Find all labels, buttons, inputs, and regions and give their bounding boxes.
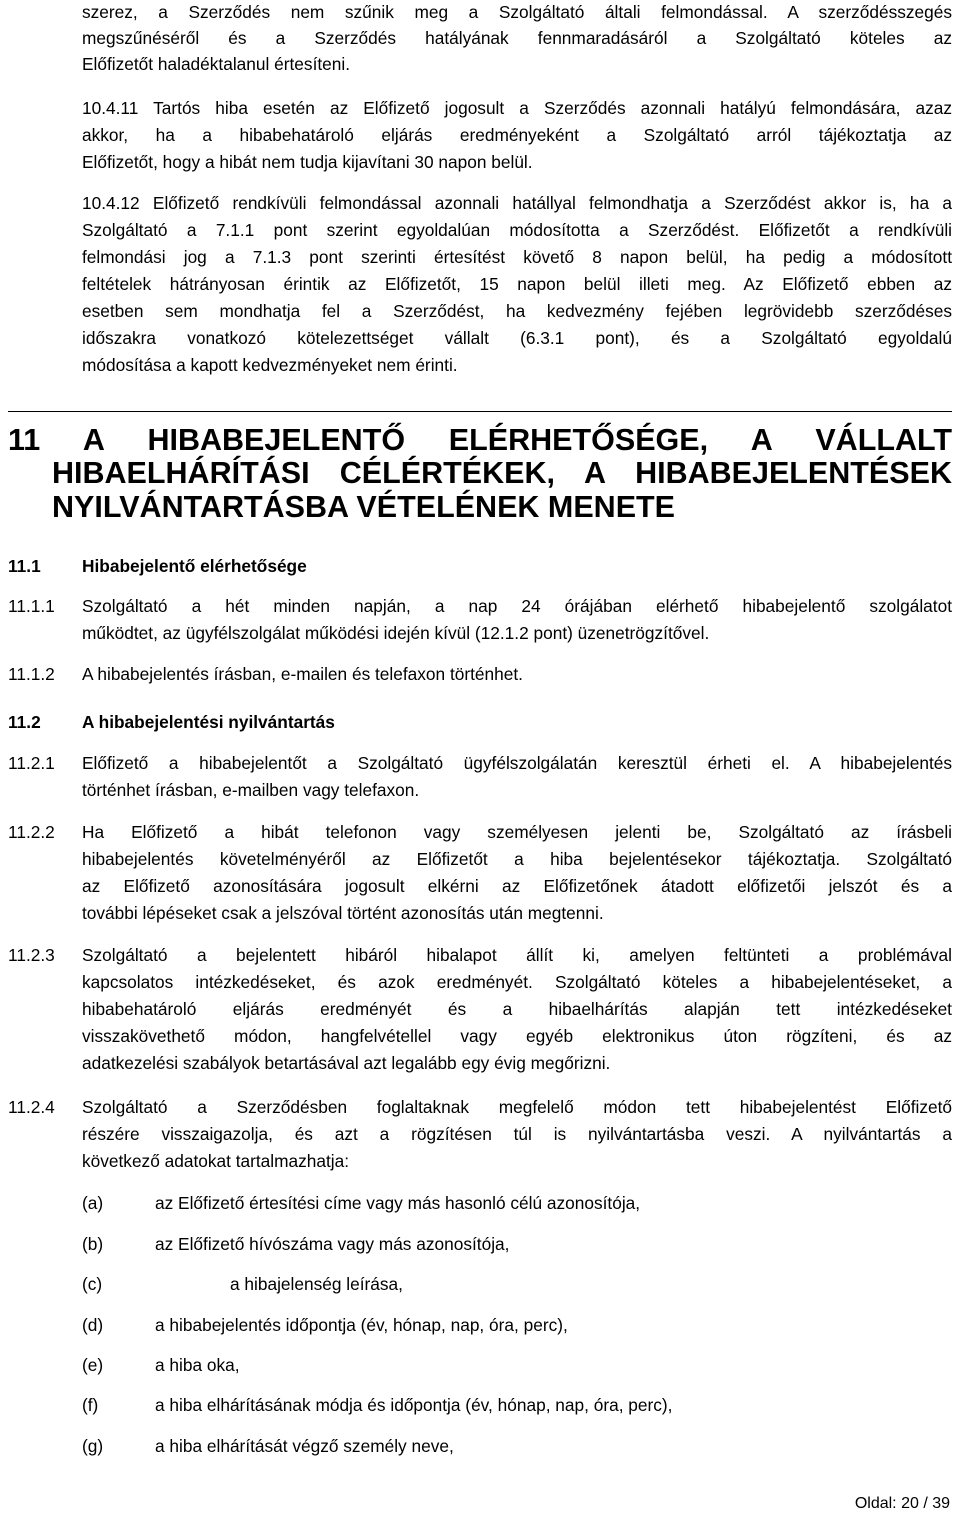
clause-number: 11.2.2	[8, 822, 55, 842]
list-item-label: (e)	[82, 1355, 104, 1375]
paragraph-line: Szolgáltató a Szerződésben foglaltaknak megfelelő módon tett hibabejelentést Előfizető	[82, 1097, 952, 1117]
paragraph-line: Előfizetőt, hogy a hibát nem tudja kijavítani 30 napon belül.	[82, 152, 533, 172]
paragraph-line: visszakövethető módon, hangfelvétellel vagy egyéb elektronikus úton rögzíteni, és az	[82, 1026, 952, 1046]
paragraph-line: következő adatokat tartalmazhatja:	[82, 1151, 350, 1171]
list-item-text: a hiba oka,	[155, 1355, 240, 1375]
paragraph-line: Szolgáltató a bejelentett hibáról hibalapot állít ki, amelyen feltünteti a problémával	[82, 945, 952, 965]
list-item-label: (g)	[82, 1436, 104, 1456]
list-item-label: (d)	[82, 1315, 104, 1335]
list-item-label: (b)	[82, 1234, 104, 1254]
paragraph-line: esetben sem mondhatja fel a Szerződést, ha kedvezmény fejében legrövidebb szerződéses	[82, 301, 952, 321]
list-item-text: a hibajelenség leírása,	[230, 1274, 403, 1294]
paragraph-line: történhet írásban, e-mailben vagy telefaxon.	[82, 780, 420, 800]
paragraph-line: kapcsolatos intézkedéseket, és azok eredményét. Szolgáltató köteles a hibabejelentéseket, a	[82, 972, 952, 992]
list-item-text: az Előfizető értesítési címe vagy más hasonló célú azonosítója,	[155, 1193, 641, 1213]
clause-number: 11.2.1	[8, 753, 55, 773]
clause-number: 11.2.3	[8, 945, 55, 965]
paragraph-line: 10.4.11 Tartós hiba esetén az Előfizető jogosult a Szerződés azonnali hatályú felmondására, azaz	[82, 98, 952, 118]
paragraph-line: Előfizetőt haladéktalanul értesíteni.	[82, 54, 351, 74]
paragraph-line: Ha Előfizető a hibát telefonon vagy személyesen jelenti be, Szolgáltató az írásbeli	[82, 822, 952, 842]
list-item-label: (a)	[82, 1193, 104, 1213]
paragraph-line: A hibabejelentés írásban, e-mailen és telefaxon történhet.	[82, 664, 523, 684]
paragraph-line: további lépéseket csak a jelszóval történt azonosítás után megtenni.	[82, 903, 604, 923]
subsection-title: Hibabejelentő elérhetősége	[82, 556, 307, 576]
clause-number: 11.1.1	[8, 596, 55, 616]
list-item-text: az Előfizető hívószáma vagy más azonosítója,	[155, 1234, 510, 1254]
list-item-label: (f)	[82, 1395, 99, 1415]
paragraph-line: Szolgáltató a 7.1.1 pont szerint egyoldalúan módosította a Szerződést. Előfizetőt a rendkívüli	[82, 220, 952, 240]
paragraph-line: szerez, a Szerződés nem szűnik meg a Szolgáltató általi felmondással. A szerződésszegés	[82, 2, 952, 22]
paragraph-line: hibabehatároló eljárás eredményét és a hibaelhárítás alapján tett intézkedéseket	[82, 999, 952, 1019]
list-item-text: a hiba elhárítását végző személy neve,	[155, 1436, 454, 1456]
section-heading-line: HIBAELHÁRÍTÁSI CÉLÉRTÉKEK, A HIBABEJELENTÉSEK	[52, 456, 952, 490]
subsection-number: 11.1	[8, 556, 41, 576]
section-heading-line: NYILVÁNTARTÁSBA VÉTELÉNEK MENETE	[52, 490, 676, 524]
section-divider	[8, 411, 952, 412]
paragraph-line: részére visszaigazolja, és azt a rögzítésen túl is nyilvántartásba veszi. A nyilvántartás a	[82, 1124, 952, 1144]
paragraph-line: hibabejelentés követelményéről az Előfizetőt a hiba bejelentésekor tájékoztatja. Szolgáltató	[82, 849, 952, 869]
paragraph-line: adatkezelési szabályok betartásával azt legalább egy évig megőrizni.	[82, 1053, 611, 1073]
paragraph-line: Szolgáltató a hét minden napján, a nap 24 órájában elérhető hibabejelentő szolgálatot	[82, 596, 952, 616]
paragraph-line: módosítása a kapott kedvezményeket nem érinti.	[82, 355, 458, 375]
clause-number: 11.1.2	[8, 664, 55, 684]
paragraph-line: működtet, az ügyfélszolgálat működési idején kívül (12.1.2 pont) üzenetrögzítővel.	[82, 623, 710, 643]
paragraph-line: akkor, ha a hibabehatároló eljárás eredményeként a Szolgáltató arról tájékoztatja az	[82, 125, 952, 145]
subsection-title: A hibabejelentési nyilvántartás	[82, 712, 335, 732]
list-item-label: (c)	[82, 1274, 103, 1294]
section-heading-line: 11 A HIBABEJELENTŐ ELÉRHETŐSÉGE, A VÁLLALT	[8, 423, 952, 457]
paragraph-line: feltételek hátrányosan érintik az Előfizetőt, 15 napon belül illeti meg. Az Előfizető ebben az	[82, 274, 952, 294]
list-item-text: a hiba elhárításának módja és időpontja (év, hónap, nap, óra, perc),	[155, 1395, 673, 1415]
paragraph-line: 10.4.12 Előfizető rendkívüli felmondással azonnali hatállyal felmondhatja a Szerződést akkor is, ha a	[82, 193, 952, 213]
paragraph-line: időszakra vonatkozó kötelezettséget vállalt (6.3.1 pont), és a Szolgáltató egyoldalú	[82, 328, 952, 348]
paragraph-line: az Előfizető azonosítására jogosult elkérni az Előfizetőnek átadott előfizetői jelszót és a	[82, 876, 952, 896]
subsection-number: 11.2	[8, 712, 41, 732]
list-item-text: a hibabejelentés időpontja (év, hónap, nap, óra, perc),	[155, 1315, 568, 1335]
paragraph-line: megszűnéséről és a Szerződés hatályának fennmaradásáról a Szolgáltató köteles az	[82, 28, 952, 48]
paragraph-line: Előfizető a hibabejelentőt a Szolgáltató ügyfélszolgálatán keresztül érheti el. A hibabejelentés	[82, 753, 952, 773]
page-number: Oldal: 20 / 39	[854, 1495, 950, 1512]
paragraph-line: felmondási jog a 7.1.3 pont szerinti értesítést követő 8 napon belül, ha pedig a módosított	[82, 247, 952, 267]
clause-number: 11.2.4	[8, 1097, 55, 1117]
